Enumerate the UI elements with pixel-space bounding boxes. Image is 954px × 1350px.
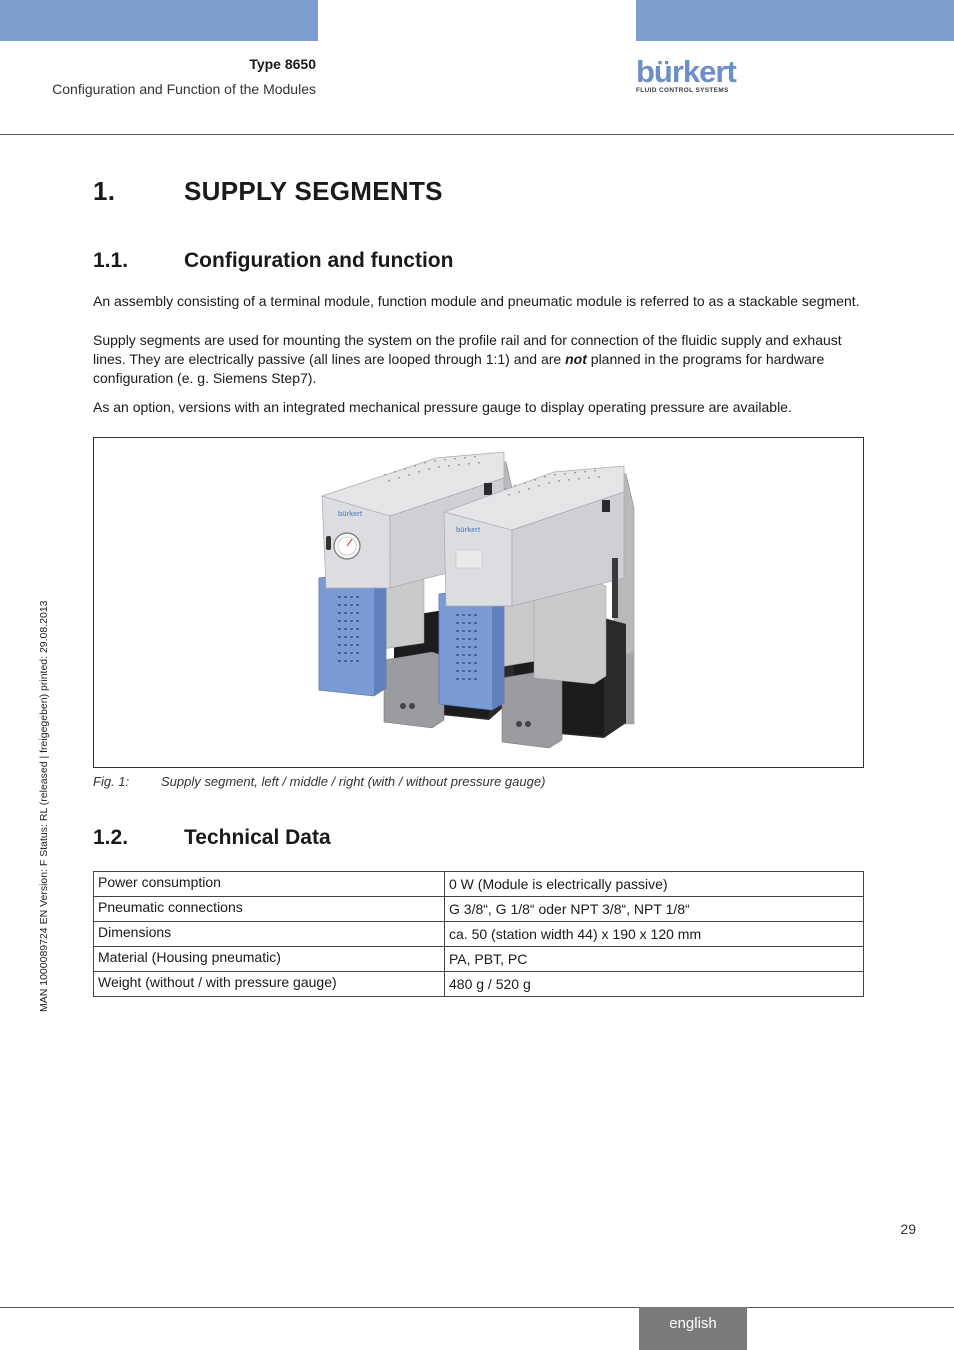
section-number: 1. xyxy=(93,176,116,206)
table-cell-key: Dimensions xyxy=(94,922,445,947)
table-row xyxy=(94,872,864,897)
subsection-title: Configuration and function xyxy=(184,249,454,272)
table-cell-value: 0 W (Module is electrically passive) xyxy=(445,872,864,897)
right-segment xyxy=(439,466,634,748)
subsection-number: 1.2. xyxy=(93,826,129,849)
subsection-number: 1.1. xyxy=(93,249,129,272)
subsection-title: Technical Data xyxy=(184,826,331,849)
subsection-heading-technical xyxy=(93,826,331,850)
supply-segment-illustration xyxy=(94,438,863,767)
table-cell-key: Power consumption xyxy=(94,872,445,897)
section-title: SUPPLY SEGMENTS xyxy=(184,176,443,206)
footer-divider xyxy=(0,1307,954,1308)
figure-logo-right: bürkert xyxy=(456,527,481,534)
paragraph-assembly: An assembly consisting of a terminal module, function module and pneumatic module is referred to as a stackable segment. xyxy=(93,293,860,309)
table-row xyxy=(94,897,864,922)
section-heading xyxy=(93,176,443,207)
document-control-note: MAN 1000089724 EN Version: F Status: RL (released | freigegeben) printed: 29.08.2013 xyxy=(38,600,50,1012)
paragraph-option: As an option, versions with an integrated mechanical pressure gauge to display operating pressure are available. xyxy=(93,399,792,415)
table-cell-value: G 3/8“, G 1/8“ oder NPT 3/8“, NPT 1/8“ xyxy=(445,897,864,922)
table-cell-value: ca. 50 (station width 44) x 190 x 120 mm xyxy=(445,922,864,947)
page-number: 29 xyxy=(900,1221,916,1237)
burkert-logo xyxy=(636,54,746,98)
figure-number: Fig. 1: xyxy=(93,774,130,789)
table-cell-key: Material (Housing pneumatic) xyxy=(94,947,445,972)
language-tab: english xyxy=(639,1307,747,1350)
table-cell-key: Weight (without / with pressure gauge) xyxy=(94,972,445,997)
subsection-heading-config xyxy=(93,249,453,273)
paragraph-text: planned in the programs for hardware configuration (e. g. Siemens Step7). xyxy=(93,351,825,386)
table-cell-value: PA, PBT, PC xyxy=(445,947,864,972)
table-cell-key: Pneumatic connections xyxy=(94,897,445,922)
figure-logo-left: bürkert xyxy=(338,511,363,518)
document-type: Type 8650 xyxy=(249,56,316,72)
table-row xyxy=(94,922,864,947)
figure-frame xyxy=(93,437,864,768)
table-cell-value: 480 g / 520 g xyxy=(445,972,864,997)
emphasis-text: not xyxy=(565,351,587,367)
document-subtitle: Configuration and Function of the Modules xyxy=(52,81,316,97)
table-row xyxy=(94,972,864,997)
header-bar-right xyxy=(636,0,954,41)
header-bar-left xyxy=(0,0,318,41)
table-row xyxy=(94,947,864,972)
technical-data-table xyxy=(93,871,864,997)
logo-tagline: FLUID CONTROL SYSTEMS xyxy=(636,87,729,94)
figure-caption-text: Supply segment, left / middle / right (with / without pressure gauge) xyxy=(161,774,546,789)
figure-caption xyxy=(93,774,545,789)
header-divider xyxy=(0,134,954,135)
paragraph-supply-segments xyxy=(93,331,868,388)
logo-wordmark: bürkert xyxy=(636,54,736,89)
paragraph-text: Supply segments are used for mounting the system on the profile rail and for connection of the fluidic supply and exhaust lines. They are electrically passive (all lines are looped through 1:1) and are xyxy=(93,332,842,367)
